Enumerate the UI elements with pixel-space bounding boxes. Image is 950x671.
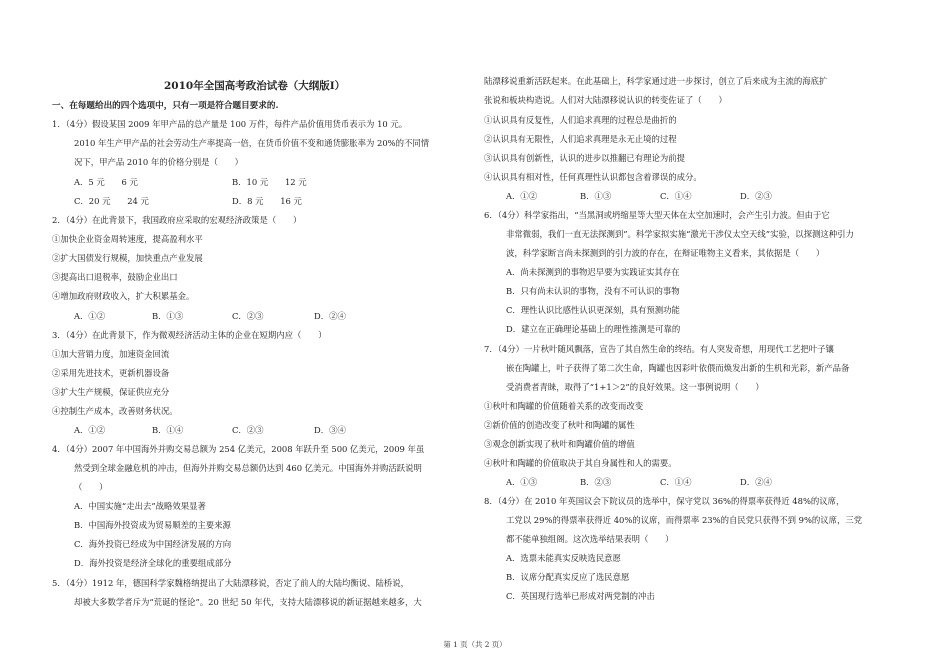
q5-stem-line4: 张说和板块构造说。人们对大陆漂移说认识的转变佐证了（ ） xyxy=(484,95,727,105)
q4-option-b: B．中国海外投资成为贸易顺差的主要来源 xyxy=(74,520,231,530)
q3-option-b: B．①④ xyxy=(152,425,184,435)
q3-stem: 3．（4分）在此背景下，作为微观经济活动主体的企业在短期内应（ ） xyxy=(52,330,327,340)
q2-option-d: D．②④ xyxy=(314,311,346,321)
q5-statement-4: ④认识具有相对性，任何真理性认识都包含着谬误的成分。 xyxy=(484,172,702,182)
q7-option-a: A．①③ xyxy=(506,477,538,487)
q8-stem-line2: 工党以 29%的得票率获得近 40%的议席，而得票率 23%的自民党只获得不到 9%的议席，三党 xyxy=(506,515,863,525)
q7-statement-1: ①秋叶和陶罐的价值随着关系的改变而改变 xyxy=(484,401,644,411)
q6-stem-line3: 波，科学家断言尚未探测到的引力波的存在，在辩证唯物主义看来，其依据是（ ） xyxy=(506,248,825,258)
q5-stem-line2: 却被大多数学者斥为“荒诞的怪论”。20 世纪 50 年代，支持大陆漂移说的新证据越来越多，大 xyxy=(74,597,422,607)
q7-option-d: D．②④ xyxy=(740,477,772,487)
q8-option-a: A．选票未能真实反映选民意愿 xyxy=(506,553,621,563)
q5-option-d: D．②③ xyxy=(740,191,772,201)
page-title: 2010年全国高考政治试卷（大纲版Ⅰ） xyxy=(164,80,346,92)
q4-stem-line1: 4．（4分）2007 年中国海外并购交易总额为 254 亿美元，2008 年跃升至 500 亿美元，2009 年虽 xyxy=(52,444,425,454)
q7-statement-2: ②新价值的创造改变了秋叶和陶罐的属性 xyxy=(484,420,635,430)
q4-option-c: C．海外投资已经成为中国经济发展的方向 xyxy=(74,539,232,549)
q2-statement-3: ③提高出口退税率，鼓励企业出口 xyxy=(52,272,178,282)
q3-option-d: D．③④ xyxy=(314,425,346,435)
q6-option-b: B．只有尚未认识的事物，没有不可认识的事物 xyxy=(506,286,680,296)
q7-statement-3: ③观念创新实现了秋叶和陶罐价值的增值 xyxy=(484,439,635,449)
q5-stem-line1: 5．（4分）1912 年，德国科学家魏格纳提出了大陆漂移说，否定了前人的大陆均衡说、陆桥说， xyxy=(52,578,410,588)
q2-option-c: C．②③ xyxy=(232,311,264,321)
q1-stem-line2: 2010 年生产甲产品的社会劳动生产率提高一倍，在货币价值不变和通货膨胀率为 20%的不同情 xyxy=(74,138,430,148)
q5-statement-3: ③认识具有创新性，认识的进步以推翻已有理论为前提 xyxy=(484,153,685,163)
q3-statement-4: ④控制生产成本，改善财务状况。 xyxy=(52,406,178,416)
q7-statement-4: ④秋叶和陶罐的价值取决于其自身属性和人的需要。 xyxy=(484,458,677,468)
q7-stem-line1: 7．（4分）一片秋叶随风飘落，宣告了其自然生命的终结。有人突发奇想，用现代工艺把叶子镶 xyxy=(484,344,834,354)
q1-option-c: C．20 元 24 元 xyxy=(74,196,149,206)
q8-stem-line1: 8．（4分）在 2010 年英国议会下院议员的选举中，保守党以 36%的得票率获得近 48%的议席， xyxy=(484,496,845,506)
page-footer: 第 1 页（共 2 页） xyxy=(443,640,507,649)
q4-option-d: D．海外投资是经济全球化的重要组成部分 xyxy=(74,558,232,568)
q7-stem-line2: 嵌在陶罐上，叶子获得了第二次生命，陶罐也因彩叶依偎而焕发出新的生机和光彩，新产品备 xyxy=(506,363,850,373)
q5-statement-1: ①认识具有反复性，人们追求真理的过程总是曲折的 xyxy=(484,115,677,125)
q3-statement-2: ②采用先进技术，更新机器设备 xyxy=(52,368,170,378)
q1-option-a: A．5 元 6 元 xyxy=(74,177,138,187)
q6-option-d: D．建立在正确理论基础上的理性推测是可靠的 xyxy=(506,324,681,334)
q5-option-a: A．①② xyxy=(506,191,538,201)
q7-option-b: B．②③ xyxy=(580,477,612,487)
q7-stem-line3: 受消费者青睐，取得了“1+1＞2”的良好效果。这一事例说明（ ） xyxy=(506,382,764,392)
q3-option-c: C．②③ xyxy=(232,425,264,435)
q2-option-a: A．①② xyxy=(74,311,106,321)
q2-option-b: B．①③ xyxy=(152,311,184,321)
q5-statement-2: ②认识具有无限性，人们追求真理是永无止境的过程 xyxy=(484,134,677,144)
section-heading: 一、在每题给出的四个选项中，只有一项是符合题目要求的. xyxy=(52,101,279,111)
q7-option-c: C．①④ xyxy=(660,477,692,487)
q2-statement-4: ④增加政府财政收入，扩大积累基金。 xyxy=(52,291,195,301)
q2-statement-2: ②扩大国债发行规模，加快重点产业发展 xyxy=(52,253,203,263)
q6-option-a: A．尚未探测到的事物迟早要为实践证实其存在 xyxy=(506,267,680,277)
q3-statement-3: ③扩大生产规模，保证供应充分 xyxy=(52,387,170,397)
q1-option-b: B．10 元 12 元 xyxy=(232,177,307,187)
q2-statement-1: ①加快企业资金周转速度，提高盈利水平 xyxy=(52,234,203,244)
q3-option-a: A．①② xyxy=(74,425,106,435)
q5-stem-line3: 陆漂移说重新活跃起来。在此基础上，科学家通过进一步探讨，创立了后来成为主流的海底扩 xyxy=(484,76,828,86)
q1-option-d: D．8 元 16 元 xyxy=(232,196,302,206)
q2-stem: 2．（4分）在此背景下，我国政府应采取的宏观经济政策是（ ） xyxy=(52,215,302,225)
q1-stem-line1: 1．（4分）假设某国 2009 年甲产品的总产量是 100 万件，每件产品价值用货币表示为 10 元。 xyxy=(52,119,408,129)
q3-statement-1: ①加大营销力度，加速资金回流 xyxy=(52,349,170,359)
q1-stem-line3: 况下，甲产品 2010 年的价格分别是（ ） xyxy=(74,157,244,167)
q5-option-c: C．①④ xyxy=(660,191,692,201)
q4-stem-line3: （ ） xyxy=(74,482,108,492)
q4-stem-line2: 然受到全球金融危机的冲击，但海外并购交易总额仍达到 460 亿美元。中国海外并购活跃说明 xyxy=(74,463,422,473)
q8-option-c: C．英国现行选举已形成对两党制的冲击 xyxy=(506,591,655,601)
q4-option-a: A．中国实施“走出去”战略效果显著 xyxy=(74,501,206,511)
q8-stem-line3: 都不能单独组阁。这次选举结果表明（ ） xyxy=(506,534,674,544)
q6-stem-line1: 6．（4分）科学家指出，“当黑洞或坍缩星等大型天体在太空加速时，会产生引力波。但由于它 xyxy=(484,210,830,220)
q6-stem-line2: 非常微弱，我们一直无法探测到”。科学家拟实施“激光干涉仪太空天线”实验，以探测这种引力 xyxy=(506,229,854,239)
q6-option-c: C．理性认识比感性认识更深刻，具有预测功能 xyxy=(506,305,680,315)
q5-option-b: B．①③ xyxy=(580,191,612,201)
q8-option-b: B．议席分配真实反应了选民意愿 xyxy=(506,572,630,582)
